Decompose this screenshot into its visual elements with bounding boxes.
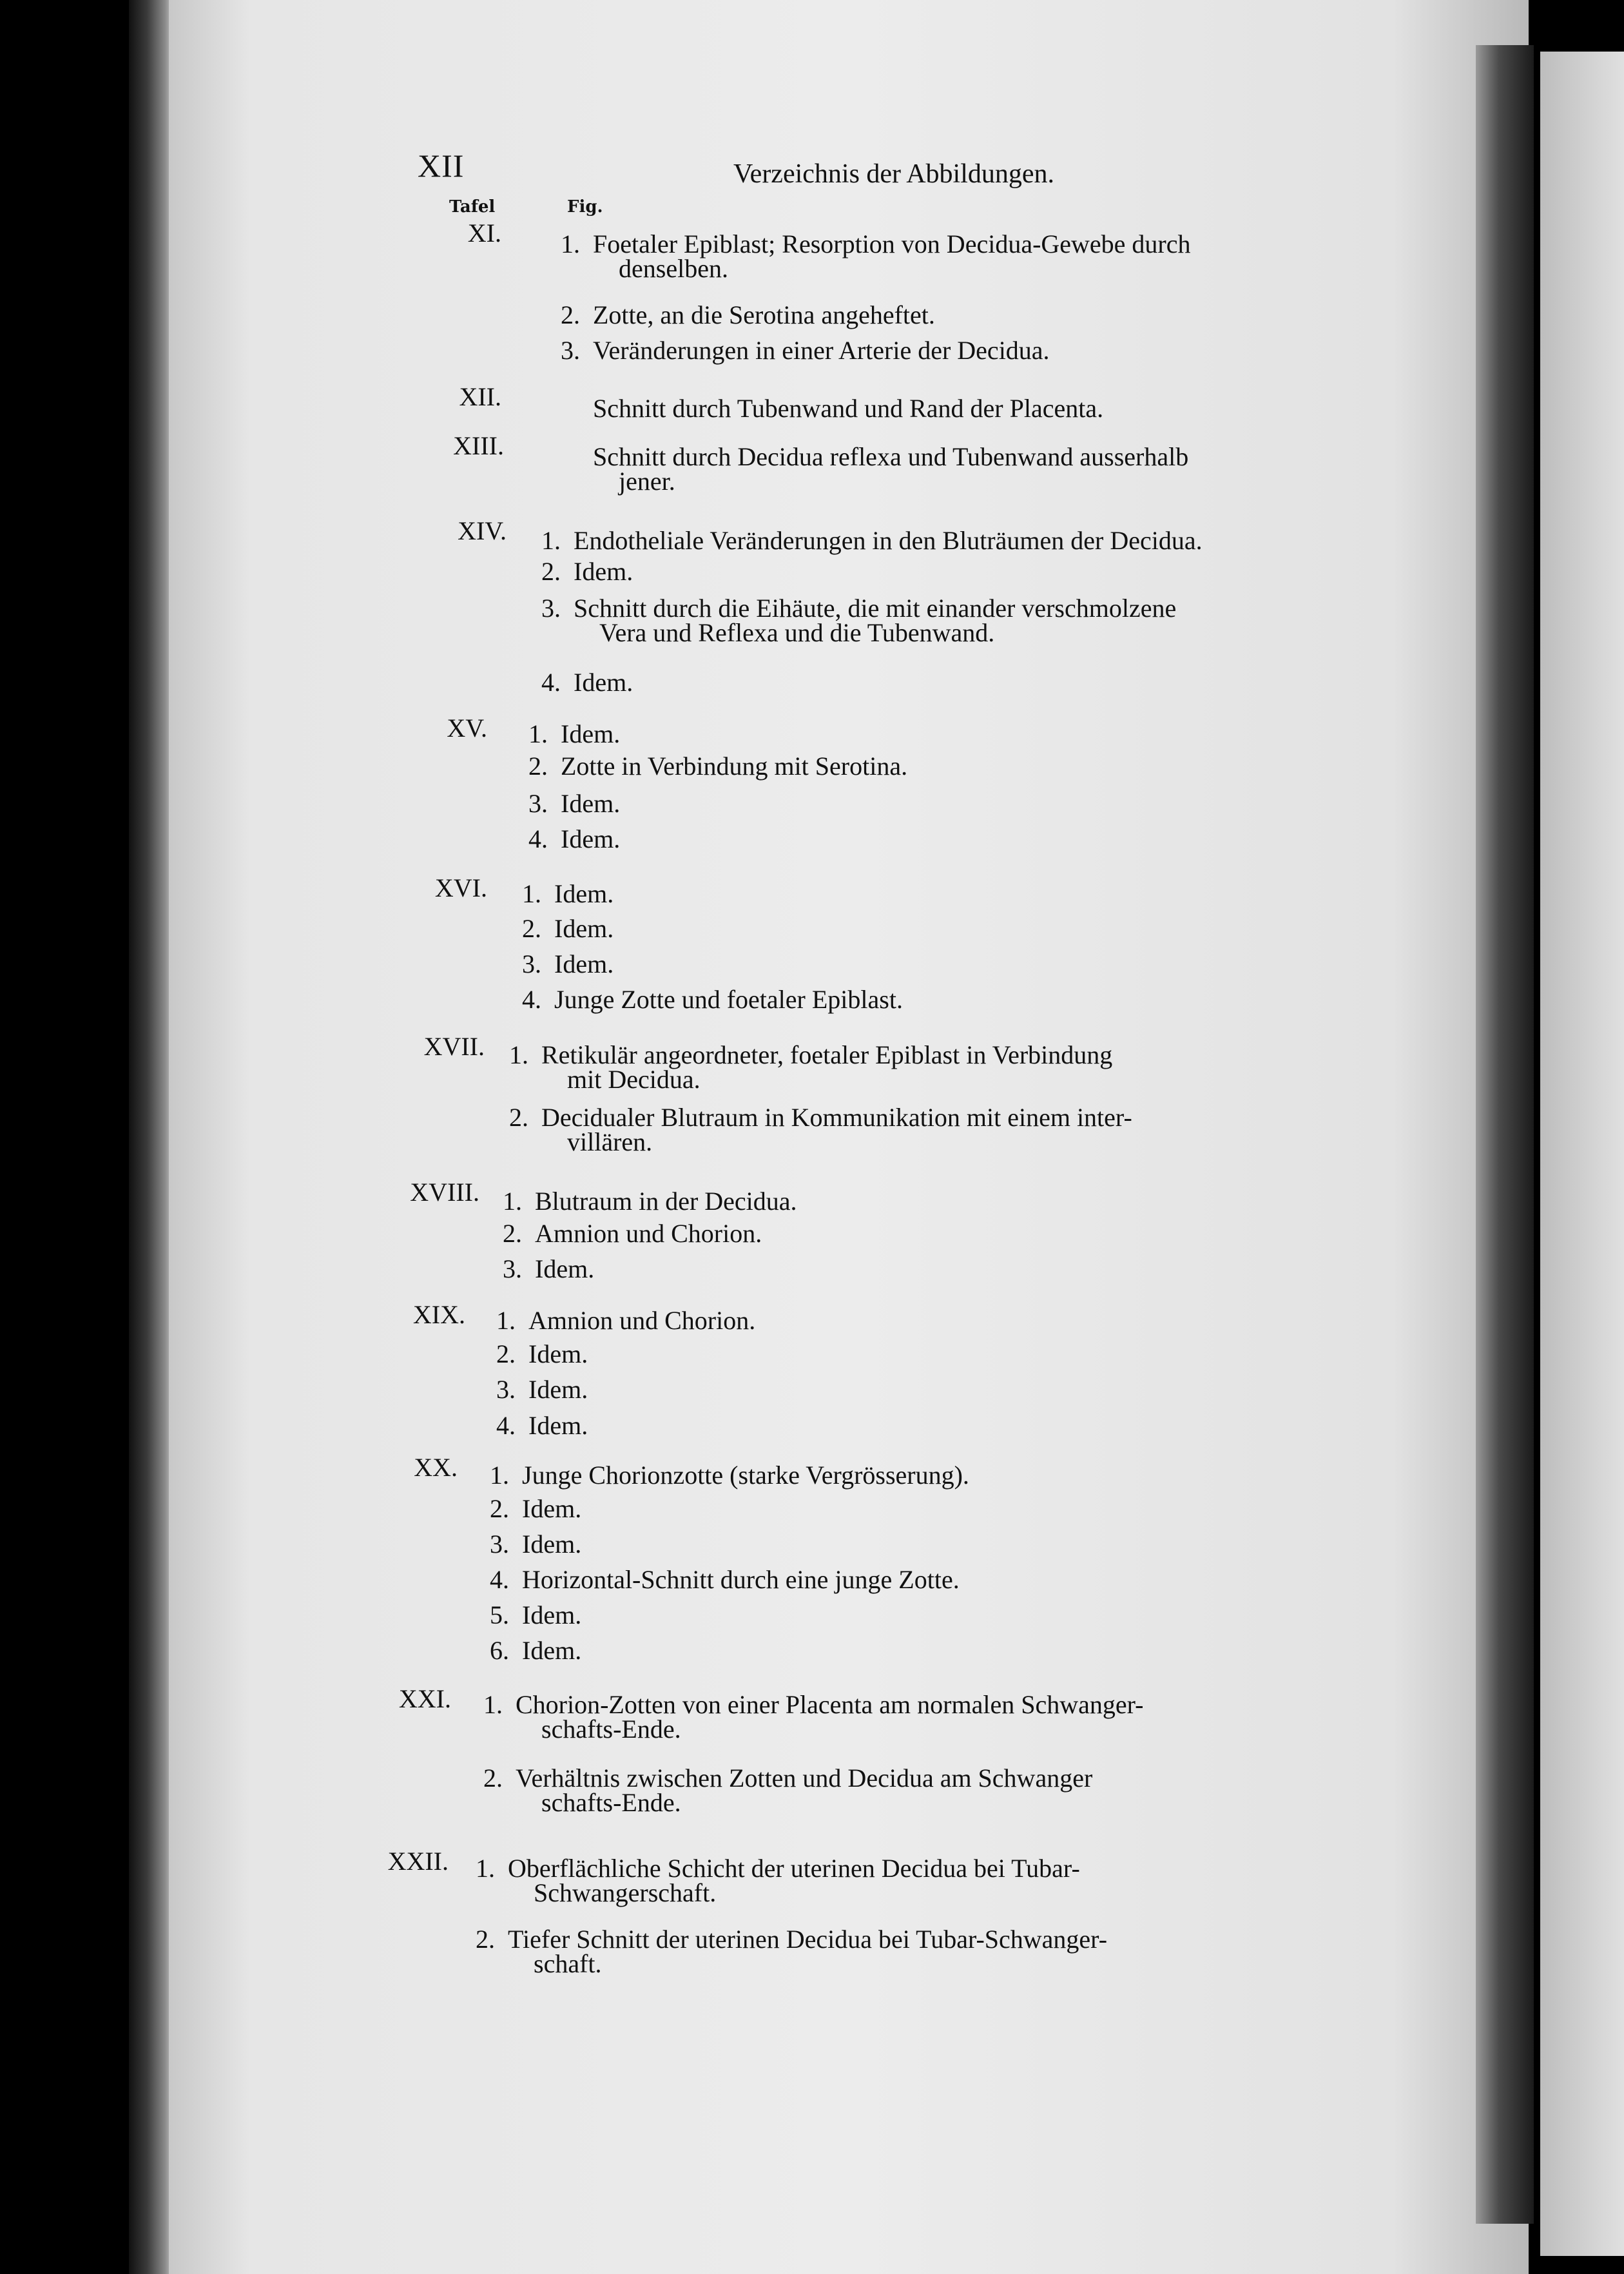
figure-number: 5. [490,1600,509,1629]
figure-number: 1. [490,1461,509,1490]
figure-number: 3. [496,1375,516,1404]
figure-caption: Idem. [561,824,621,853]
figure-number: 2. [522,914,541,943]
plate-number: XVII. [423,1032,485,1061]
figure-caption: Decidualer Blutraum in Kommunikation mit einem inter- [541,1103,1132,1132]
figure-number: 1. [561,229,580,258]
figure-number: 1. [496,1306,516,1335]
figure-caption: Idem. [554,879,614,908]
figure-caption: Idem. [574,557,633,586]
figure-caption: Idem. [554,914,614,943]
figure-caption: Idem. [535,1254,595,1283]
figure-number: 3. [561,336,580,365]
figure-number: 3. [522,949,541,978]
figure-number: 2. [503,1219,522,1248]
figure-caption-continuation: villären. [567,1127,653,1156]
figure-caption-continuation: schaft. [534,1949,602,1978]
figure-caption: Chorion-Zotten von einer Placenta am normalen Schwanger- [516,1690,1144,1719]
figure-caption: Idem. [522,1600,582,1629]
figure-number: 4. [522,985,541,1014]
column-header-fig: Fig. [567,197,603,217]
figure-caption-continuation: schafts-Ende. [541,1715,681,1744]
figure-caption: Idem. [554,949,614,978]
figure-number: 1. [503,1187,522,1216]
figure-number: 4. [528,824,548,853]
plate-number: XV. [447,714,487,743]
figure-caption: Oberflächliche Schicht der uterinen Decidua bei Tubar- [508,1854,1080,1883]
figure-number: 6. [490,1636,509,1665]
figure-caption-continuation: Vera und Reflexa und die Tubenwand. [599,618,995,647]
figure-caption: Retikulär angeordneter, foetaler Epiblast in Verbindung [541,1040,1113,1069]
figure-caption: Junge Zotte und foetaler Epiblast. [554,985,903,1014]
figure-caption: Idem. [561,789,621,818]
figure-number: 1. [476,1854,495,1883]
plate-number: XXII. [387,1847,449,1876]
figure-caption: Schnitt durch die Eihäute, die mit einander verschmolzene [574,594,1177,623]
figure-number: 2. [528,752,548,781]
figure-number: 3. [528,789,548,818]
figure-number: 1. [509,1040,528,1069]
figure-caption: Idem. [528,1375,588,1404]
figure-number: 2. [496,1339,516,1368]
figure-number: 2. [490,1494,509,1523]
figure-number: 1. [483,1690,503,1719]
facing-page-edge [1540,52,1624,2256]
figure-caption: Amnion und Chorion. [535,1219,762,1248]
book-spine-edge [129,0,174,2274]
figure-number: 2. [561,300,580,329]
figure-caption: Zotte, an die Serotina angeheftet. [593,300,935,329]
plate-number: XIV. [458,516,507,545]
figure-number: 1. [528,719,548,748]
figure-caption: Junge Chorionzotte (starke Vergrösserung). [522,1461,969,1490]
figure-caption-continuation: mit Decidua. [567,1065,701,1094]
figure-number: 4. [541,668,561,697]
figure-caption: Foetaler Epiblast; Resorption von Decidua-Gewebe durch [593,229,1191,258]
figure-caption: Veränderungen in einer Arterie der Decidua. [593,336,1050,365]
figure-caption: Idem. [522,1530,582,1559]
figure-caption: Zotte in Verbindung mit Serotina. [561,752,908,781]
plate-number: XII. [459,382,501,411]
plate-number: XVIII. [410,1178,479,1207]
figure-number: 3. [503,1254,522,1283]
figure-number: 3. [541,594,561,623]
figure-caption: Idem. [522,1636,582,1665]
plate-number: XX. [414,1453,458,1482]
figure-number: 3. [490,1530,509,1559]
column-header-tafel: Tafel [449,197,496,217]
figure-number: 2. [509,1103,528,1132]
figure-caption: Endotheliale Veränderungen in den Bluträumen der Decidua. [574,526,1203,555]
plate-number: XVI. [434,873,487,902]
figure-number: 4. [490,1565,509,1594]
figure-caption: Schnitt durch Decidua reflexa und Tubenwand ausserhalb [593,442,1189,471]
page-number: XII [418,148,465,184]
figure-number: 1. [522,879,541,908]
figure-caption: Blutraum in der Decidua. [535,1187,797,1216]
figure-number: 2. [476,1925,495,1954]
figure-caption-continuation: denselben. [619,254,728,283]
figure-caption: Idem. [522,1494,582,1523]
figure-caption: Schnitt durch Tubenwand und Rand der Placenta. [593,394,1104,423]
plate-number: XIX. [412,1300,465,1329]
running-title: Verzeichnis der Abbildungen. [733,159,1055,189]
plate-number: XIII. [453,431,504,460]
figure-number: 2. [483,1764,503,1793]
figure-caption: Idem. [528,1339,588,1368]
plate-number: XXI. [398,1684,451,1713]
page-gutter-shadow [1476,45,1534,2224]
figure-caption: Idem. [528,1411,588,1440]
figure-caption: Idem. [574,668,633,697]
figure-caption: Idem. [561,719,621,748]
figure-number: 4. [496,1411,516,1440]
figure-caption-continuation: schafts-Ende. [541,1788,681,1817]
figure-caption: Verhältnis zwischen Zotten und Decidua am Schwanger [516,1764,1093,1793]
figure-caption: Amnion und Chorion. [528,1306,756,1335]
figure-caption-continuation: Schwangerschaft. [534,1878,717,1907]
figure-caption: Horizontal-Schnitt durch eine junge Zotte. [522,1565,960,1594]
figure-caption-continuation: jener. [619,467,675,496]
plate-number: XI. [467,219,501,248]
figure-number: 2. [541,557,561,586]
figure-caption: Tiefer Schnitt der uterinen Decidua bei Tubar-Schwanger- [508,1925,1108,1954]
figure-number: 1. [541,526,561,555]
